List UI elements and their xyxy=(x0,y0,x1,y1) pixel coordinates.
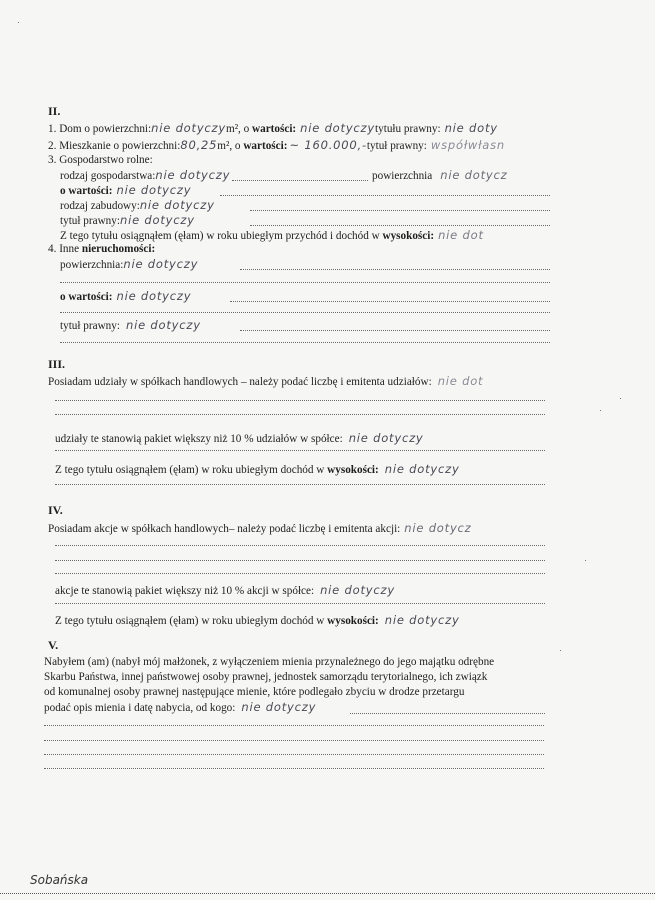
label: powierzchnia xyxy=(372,170,433,182)
dotted-line xyxy=(55,414,545,415)
dotted-line xyxy=(60,282,550,283)
label: podać opis mienia i datę nabycia, od kogo: xyxy=(44,702,236,714)
handwritten-value: nie dotyczy xyxy=(155,168,231,182)
v-line-3: od komunalnej osoby prawnej następujące mienie, które podlegało zbyciu w drodze przetargu xyxy=(44,686,465,698)
handwritten-value: nie dot xyxy=(438,228,484,242)
page-bottom-edge xyxy=(0,893,655,898)
label-bold: wysokości: xyxy=(327,615,379,627)
dotted-line xyxy=(55,545,545,546)
label-bold: wartości: xyxy=(252,123,297,135)
label-bold: nieruchomości: xyxy=(81,243,156,255)
handwritten-value: nie dotyczy xyxy=(116,183,192,197)
section-v-heading: V. xyxy=(48,638,59,652)
label-bold: o wartości: xyxy=(60,291,113,303)
label: m², o xyxy=(226,123,253,135)
label: tytuł prawny: xyxy=(60,320,120,332)
v-line-1: Nabyłem (am) (nabył mój małżonek, z wyłączeniem mienia przynależnego do jego majątku odrębne xyxy=(44,656,495,668)
handwritten-value: nie dotyczy xyxy=(384,613,460,627)
iv-income-line xyxy=(55,614,460,628)
handwritten-value: nie dotyczy xyxy=(151,121,226,135)
handwritten-value: współwłasn xyxy=(430,138,505,152)
dotted-line xyxy=(44,754,544,755)
label: udziały te stanowią pakiet większy niż 10 % udziałów w spółce: xyxy=(55,433,343,445)
handwritten-value: nie dotyczy xyxy=(241,700,317,714)
section-ii-heading: II. xyxy=(48,104,61,118)
label: m², o xyxy=(217,140,244,152)
dotted-line xyxy=(44,740,544,741)
dotted-line xyxy=(55,560,545,561)
handwritten-value: nie dotyczy xyxy=(300,121,376,135)
dotted-line xyxy=(250,225,550,226)
label: rodzaj gospodarstwa: xyxy=(60,170,156,182)
label: Posiadam akcje w spółkach handlowych– należy podać liczbę i emitenta akcji: xyxy=(48,523,401,535)
label: akcje te stanowią pakiet większy niż 10 % akcji w spółce: xyxy=(55,585,315,597)
scan-noise xyxy=(585,560,586,561)
dotted-line xyxy=(55,484,545,485)
handwritten-value: nie dotyczy xyxy=(384,462,460,476)
iv-stocks-line xyxy=(48,522,472,536)
scan-noise xyxy=(620,398,621,399)
ii-house-line xyxy=(48,122,498,136)
ii-farm-title-line xyxy=(60,214,195,228)
signature: Sobańska xyxy=(30,873,89,887)
handwritten-value: nie dotyczy xyxy=(123,257,199,271)
handwritten-value: nie dotyczy xyxy=(119,213,195,227)
section-iii-heading: III. xyxy=(48,357,66,371)
label: Z tego tytułu osiągnąłem (ęłam) w roku ubiegłym przychód i dochód w xyxy=(60,230,383,242)
label: 1. Dom o powierzchni: xyxy=(48,123,152,135)
handwritten-value: ~ 160.000,- xyxy=(289,138,367,152)
dotted-line xyxy=(55,603,545,604)
handwritten-value: nie dotyczy xyxy=(320,583,395,597)
label: powierzchnia: xyxy=(60,259,124,271)
label: Z tego tytułu osiągnąłem (ęłam) w roku ubiegłym dochód w xyxy=(55,464,328,476)
label-bold: wysokości: xyxy=(382,230,435,242)
ii-other-title-line xyxy=(60,319,201,333)
iii-shares-line xyxy=(48,375,483,389)
dotted-line xyxy=(220,195,550,196)
dotted-line xyxy=(55,450,545,451)
label-bold: o wartości: xyxy=(60,185,113,197)
v-line-2: Skarbu Państwa, innej państwowej osoby prawnej, jednostek samorządu terytorialnego, ich związk xyxy=(44,671,488,683)
dotted-line xyxy=(60,312,550,313)
scan-noise xyxy=(600,410,601,411)
ii-other-value-line xyxy=(60,290,191,304)
ii-other-area-line xyxy=(60,258,198,272)
dotted-line xyxy=(350,713,545,714)
handwritten-value: nie dotycz xyxy=(440,168,508,182)
dotted-line xyxy=(44,768,544,769)
label-bold: wysokości: xyxy=(327,464,379,476)
scan-noise xyxy=(18,22,19,23)
label: rodzaj zabudowy: xyxy=(60,200,140,212)
iii-package-line xyxy=(55,432,424,446)
dotted-line xyxy=(240,269,550,270)
dotted-line xyxy=(230,301,550,302)
scan-noise xyxy=(560,650,561,651)
v-line-4 xyxy=(44,701,316,715)
dotted-line xyxy=(240,330,550,331)
label: tytułu prawny: xyxy=(375,123,441,135)
ii-farm-area xyxy=(372,169,508,183)
label: 4. Inne xyxy=(48,243,82,255)
ii-flat-line xyxy=(48,139,505,153)
dotted-line xyxy=(44,725,544,726)
handwritten-value: nie dot xyxy=(437,374,484,388)
dotted-line xyxy=(55,400,545,401)
ii-farm-value-line xyxy=(60,184,191,198)
handwritten-value: 80,25 xyxy=(180,138,218,152)
dotted-line xyxy=(250,210,550,211)
iii-income-line xyxy=(55,463,460,477)
ii-farm-income-line xyxy=(60,229,484,243)
handwritten-value: nie dotyczy xyxy=(139,198,215,212)
label: 2. Mieszkanie o powierzchni: xyxy=(48,140,181,152)
ii-farm-type-line xyxy=(60,169,230,183)
dotted-line xyxy=(55,573,545,574)
ii-other-heading xyxy=(48,243,155,256)
handwritten-value: nie dotyczy xyxy=(116,289,192,303)
dotted-line xyxy=(232,180,368,181)
label-bold: wartości: xyxy=(243,140,288,152)
label: tytuł prawny: xyxy=(60,215,120,227)
handwritten-value: nie dotycz xyxy=(404,521,472,535)
label: tytuł prawny: xyxy=(366,140,427,152)
handwritten-value: nie dotyczy xyxy=(348,431,424,445)
handwritten-value: nie doty xyxy=(444,121,498,135)
ii-farm-building-line xyxy=(60,199,215,213)
section-iv-heading: IV. xyxy=(48,503,63,517)
ii-farm-heading: 3. Gospodarstwo rolne: xyxy=(48,154,153,166)
iv-package-line xyxy=(55,584,395,598)
dotted-line xyxy=(60,342,550,343)
handwritten-value: nie dotyczy xyxy=(125,318,201,332)
label: Z tego tytułu osiągnąłem (ęłam) w roku ubiegłym dochód w xyxy=(55,615,328,627)
label: Posiadam udziały w spółkach handlowych – należy podać liczbę i emitenta udziałów: xyxy=(48,376,432,388)
